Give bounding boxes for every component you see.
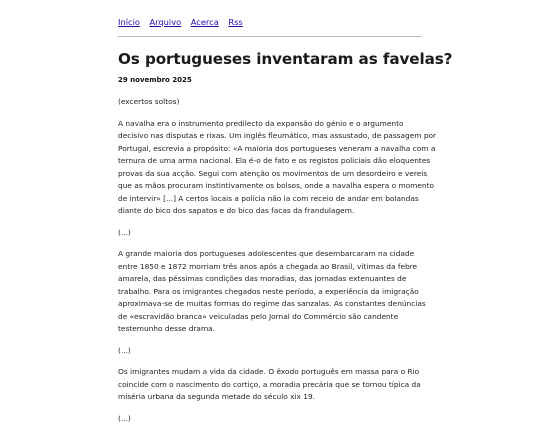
paragraph-line: entre 1850 e 1872 morriam três anos após a chegada ao Brasil, vítimas da febre — [118, 261, 418, 271]
paragraph-line: de intervir» [...] A certos locais a polícia não ia com receio de andar em bolandas — [118, 193, 419, 203]
nav-link-rss[interactable]: Rss — [228, 17, 243, 27]
ellipsis-1: (...) — [118, 227, 131, 237]
paragraph-line: ternura de uma arma nacional. Ela é-o de fato e os registos policiais dão eloquentes — [118, 156, 431, 165]
post-title: Os portugueses inventaram as favelas? — [118, 50, 453, 68]
paragraph-line: Os imigrantes mudam a vida da cidade. O êxodo português em massa para o Rio — [118, 367, 420, 376]
paragraph-line: A grande maioria dos portugueses adolescentes que desembarcaram na cidade — [118, 249, 415, 258]
paragraph-line: decisivo nas disputas e rixas. Um inglês fleumático, mas assustado, de passagem por — [118, 131, 437, 140]
post-date: 29 novembro 2025 — [118, 76, 192, 84]
nav-link-arquivo[interactable]: Arquivo — [149, 17, 182, 27]
intro-text: (excertos soltos) — [118, 97, 180, 106]
post-content — [118, 96, 437, 434]
nav-link-acerca[interactable]: Acerca — [190, 17, 219, 27]
paragraph-line: provas da sua acção. Segui com atenção os movimentos de um desordeiro e vereis — [118, 168, 428, 178]
paragraph-2 — [118, 248, 426, 336]
paragraph-line: que as mãos procuram instintivamente os bolsos, onde a navalha espera o momento — [118, 181, 435, 190]
nav-link-inicio[interactable]: Início — [118, 17, 140, 27]
paragraph-line: testemunho desse drama. — [118, 324, 216, 333]
ellipsis-2: (...) — [118, 345, 131, 355]
top-nav — [118, 17, 252, 27]
paragraph-line: amarela, das péssimas condições das moradias, das jornadas extenuantes de — [118, 274, 407, 283]
paragraph-line: trabalho. Para os imigrantes chegados neste período, a experiência da imigração — [118, 286, 419, 296]
header-divider — [118, 36, 422, 37]
paragraph-1 — [118, 118, 437, 218]
ellipsis-3: (...) — [118, 413, 131, 423]
paragraph-3 — [118, 366, 422, 404]
paragraph-line: de «escravidão branca» veiculadas pelo Jornal do Commércio são candente — [118, 311, 399, 321]
paragraph-line: Portugal, escrevia a propósito: «A maioria dos portugueses veneram a navalha com a — [118, 143, 436, 153]
paragraph-line: A navalha era o instrumento predilecto da expansão do génio e o argumento — [118, 118, 404, 128]
paragraph-line: aproximava-se de muitas formas do regime das sanzalas. As constantes denúncias — [118, 299, 426, 308]
paragraph-line: miséria urbana da segunda metade do século xix 19. — [118, 392, 316, 401]
paragraph-line: diante do bico dos sapatos e do bico das facas da frandulagem. — [118, 206, 355, 215]
paragraph-line: coincide com o nascimento do cortiço, a moradia precária que se tornou típica da — [118, 379, 421, 389]
